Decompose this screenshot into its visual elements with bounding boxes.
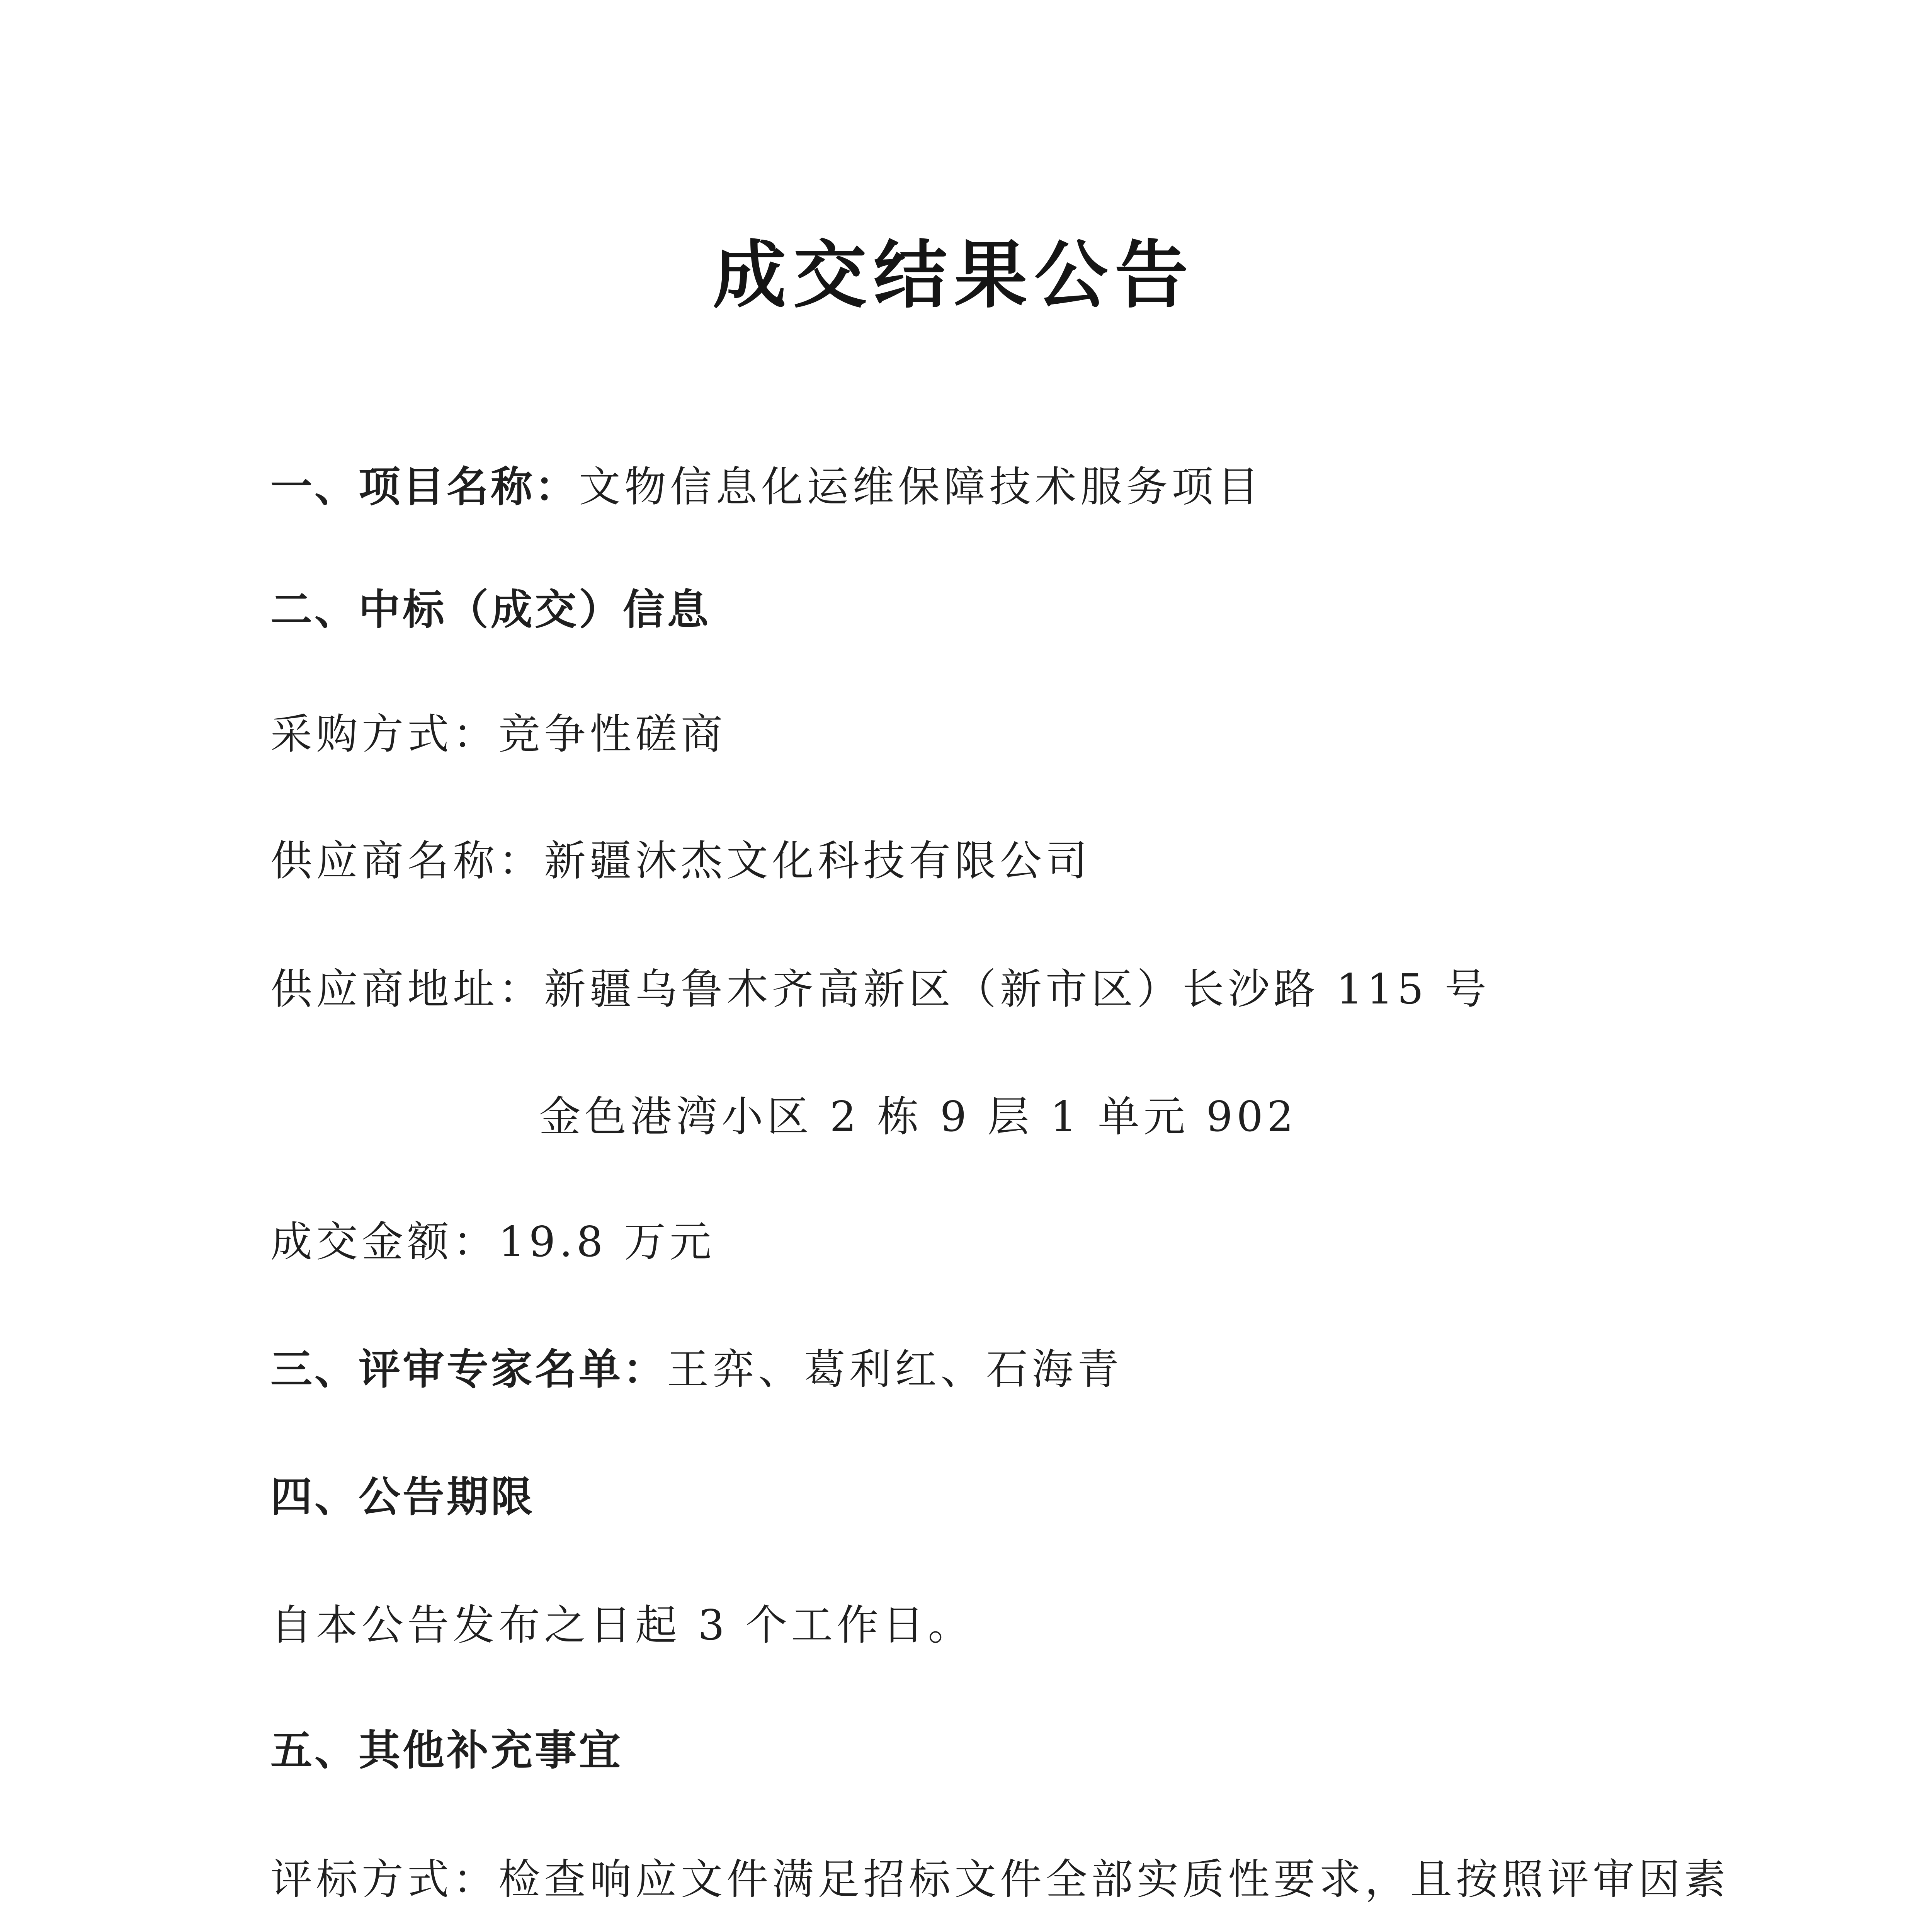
- procurement-method-value: 竞争性磋商: [498, 710, 727, 759]
- deal-amount-label: 成交金额：: [270, 1218, 499, 1266]
- expert-list-value: 王弈、葛利红、石海青: [667, 1345, 1123, 1394]
- supplier-address-value: 新疆乌鲁木齐高新区（新市区）长沙路 115 号: [544, 965, 1490, 1014]
- supplier-name-value: 新疆沐杰文化科技有限公司: [544, 837, 1092, 885]
- procurement-method-label: 采购方式：: [270, 710, 499, 759]
- project-name-line: [270, 462, 1263, 512]
- project-name-value: 文物信息化运维保障技术服务项目: [579, 463, 1263, 511]
- supplier-address-continuation: 金色港湾小区 2 栋 9 层 1 单元 902: [539, 1093, 1298, 1141]
- evaluation-method-line: [270, 1855, 1729, 1905]
- supplier-name-line: [270, 836, 1091, 886]
- evaluation-method-label: 评标方式：: [270, 1855, 499, 1904]
- project-name-heading: 一、项目名称：: [270, 463, 579, 511]
- notice-period-heading: 四、公告期限: [270, 1473, 535, 1521]
- procurement-method-line: [270, 709, 726, 760]
- notice-period-value: 自本公告发布之日起 3 个工作日。: [270, 1601, 974, 1650]
- expert-list-heading: 三、评审专家名单：: [270, 1345, 667, 1394]
- expert-list-line: [270, 1345, 1123, 1395]
- deal-amount-value: 19.8 万元: [498, 1218, 715, 1266]
- evaluation-method-value: 检查响应文件满足招标文件全部实质性要求，且按照评审因素: [498, 1855, 1730, 1904]
- winning-info-heading: 二、中标（成交）信息: [270, 586, 711, 634]
- supplier-address-label: 供应商地址：: [270, 965, 544, 1014]
- deal-amount-line: [270, 1217, 715, 1267]
- page-title: 成交结果公告: [713, 233, 1195, 318]
- other-matters-heading: 五、其他补充事宜: [270, 1726, 623, 1775]
- supplier-name-label: 供应商名称：: [270, 837, 544, 885]
- supplier-address-line: [270, 964, 1490, 1015]
